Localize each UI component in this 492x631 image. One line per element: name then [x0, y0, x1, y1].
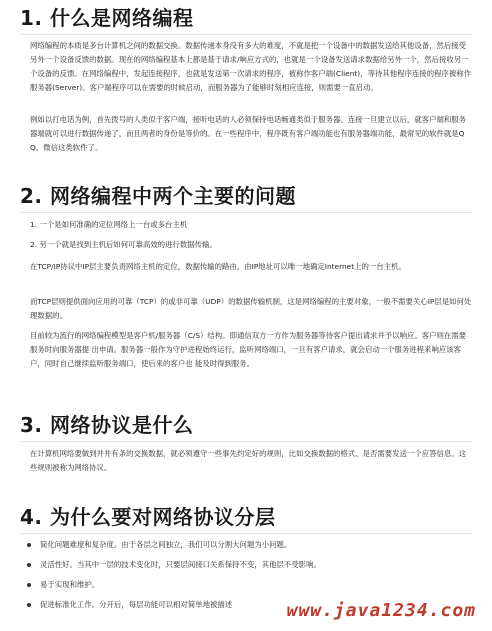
bullet-icon [27, 583, 31, 587]
section-2-item-1: 1. 一个是如何准确的定位网络上一台或多台主机 [30, 220, 188, 229]
section-2-paragraph-cs: 目前较为流行的网络编程模型是客户机/服务器（C/S）结构。即通信双方一方作为服务器等待客户提出请求并予以响应。客户则在需要服务时向服务器提 出申请。服务器一般作为守护进程始终运行，监听网络端口，一旦有客户请求，就会启动一个服务进程来响应该客户，同时自己继续监听服务端口，使后来的客户也 能及时得到服务。 [30, 331, 467, 368]
list-item-text: 灵活性好。当其中一层的技术变化时，只要层间接口关系保持不变，其他层不受影响。 [40, 560, 321, 569]
list-item-text: 易于实现和维护。 [40, 580, 100, 589]
list-item-text: 促进标准化工作。分开后，每层功能可以相对简单地被描述 [40, 600, 233, 609]
bullet-icon [27, 603, 31, 607]
section-2-title: 2. 网络编程中两个主要的问题 [20, 184, 296, 208]
section-2-paragraph-ip: 在TCP/IP协议中IP层主要负责网络主机的定位，数据传输的路由，由IP地址可以唯一地确定Internet上的一台主机。 [30, 262, 406, 271]
section-4-title: 4. 为什么要对网络协议分层 [20, 505, 276, 529]
section-1-paragraph-2: 例如以打电话为例，首先拨号的人类似于客户端，接听电话的人必须保持电话畅通类似于服务器。连接一旦建立以后，就客户端和服务器端就可以进行数据传递了，而且两者的身份是等价的。在一些程序中，程序既有客户端功能也有服务器端功能，最常见的软件就是QQ、微信这类软件了。 [30, 115, 467, 152]
section-1-paragraph-1: 网络编程的本质是多台计算机之间的数据交换。数据传递本身没有多大的难度，不就是把一个设备中的数据发送给其他设备，然后接受另外一个设备反馈的数据。现在的网络编程基本上都是基于请求/响应方式的，也就是一个设备发送请求数据给另外一个，然后接收另一个设备的反馈。在网络编程中，发起连接程序，也就是发送第一次请求的程序，被称作客户端(Client)，等待其他程序连接的程序被称作服务器(Server)。客户端程序可以在需要的时候启动，而服务器为了能够时刻相应连接，则需要一直启动。 [30, 41, 472, 92]
section-1-divider [20, 34, 472, 35]
list-item [24, 555, 472, 575]
site-watermark: www.java1234.com [286, 600, 476, 621]
list-item [24, 575, 472, 595]
section-2-paragraph-tcp: 而TCP层则提供面向应用的可靠（TCP）的或非可靠（UDP）的数据传输机制，这是网络编程的主要对象，一般不需要关心IP层是如何处理数据的。 [30, 297, 472, 320]
section-1-title: 1. 什么是网络编程 [20, 6, 194, 30]
section-3-paragraph: 在计算机网络要做到井井有条的交换数据，就必须遵守一些事先约定好的规则，比如交换数据的格式、是否需要发送一个应答信息。这些规则被称为网络协议。 [30, 449, 467, 472]
section-2-divider [20, 212, 472, 213]
section-3-title: 3. 网络协议是什么 [20, 413, 194, 437]
list-item-text: 简化问题难度和复杂度。由于各层之间独立，我们可以分割大问题为小问题。 [40, 540, 292, 549]
list-item [24, 535, 472, 555]
bullet-icon [27, 543, 31, 547]
section-3-divider [20, 441, 472, 442]
bullet-icon [27, 563, 31, 567]
section-2-item-2: 2. 另一个就是找到主机后如何可靠高效的进行数据传输。 [30, 240, 217, 249]
section-4-divider [20, 533, 472, 534]
